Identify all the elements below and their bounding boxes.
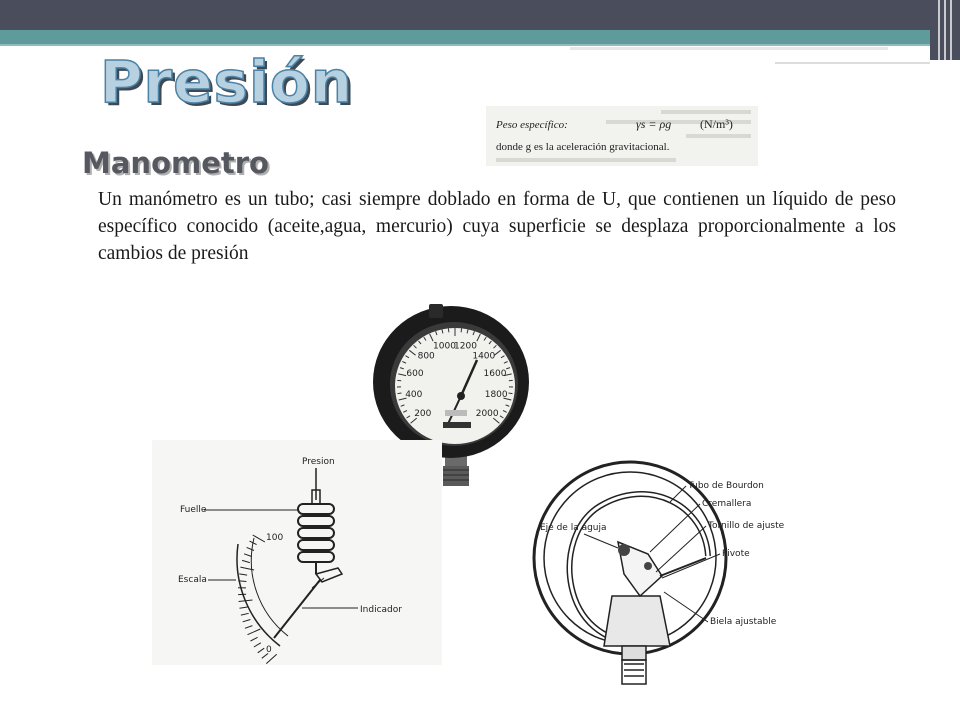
formula-image — [486, 106, 758, 166]
scale-tick — [266, 654, 276, 663]
gauge-tick — [398, 393, 402, 394]
gauge-tick — [448, 328, 449, 332]
header-band-line — [0, 44, 960, 46]
gauge-dial-number: 200 — [414, 409, 432, 419]
bellows-diagram — [152, 440, 442, 665]
scale-tick — [247, 547, 254, 550]
formula-equation: γs = ρg — [636, 117, 672, 131]
formula-note: donde g es la aceleración gravitacional. — [496, 141, 670, 153]
scale-tick — [254, 643, 261, 647]
header-accent-line — [570, 47, 888, 50]
gauge-dial-number: 1000 — [433, 341, 456, 352]
formula-label: Peso específico: — [496, 119, 568, 131]
slide-title: Presión — [100, 48, 353, 116]
scale-tick — [241, 613, 249, 615]
scale-tick — [243, 620, 251, 622]
label-scale-100: 100 — [266, 533, 284, 543]
label-eje-aguja: Eje de la aguja — [540, 523, 607, 533]
scale-tick — [253, 535, 265, 542]
gauge-dial-number: 2000 — [475, 409, 499, 419]
scale-tick — [251, 637, 258, 641]
header-corner-block — [930, 0, 960, 60]
scale-tick — [248, 629, 261, 635]
scale-tick — [245, 626, 253, 629]
label-tubo-bourdon: Tubo de Bourdon — [688, 481, 764, 491]
slide-subtitle: Manometro — [82, 146, 269, 180]
scale-tick — [244, 554, 252, 557]
gauge-dial-number: 1400 — [472, 351, 496, 362]
gauge-tick — [509, 393, 513, 394]
gauge-dial-number: 1600 — [483, 369, 507, 380]
formula-units: (N/m³) — [700, 117, 733, 131]
scale-tick — [242, 560, 250, 562]
gauge-dial-number: 1200 — [454, 341, 477, 352]
header-band-teal — [0, 30, 960, 44]
header-accent-line-2 — [775, 62, 930, 64]
gauge-dial-number: 1800 — [484, 390, 508, 401]
scale-tick — [258, 648, 265, 653]
label-presion: Presion — [302, 457, 335, 467]
gauge-dial-number: 600 — [406, 369, 424, 380]
label-pivote: Pivote — [722, 549, 750, 559]
bourdon-tube-diagram — [500, 446, 800, 686]
gauge-tick — [461, 328, 462, 332]
label-escala: Escala — [178, 575, 207, 585]
scale-tick — [239, 574, 247, 575]
body-paragraph: Un manómetro es un tubo; casi siempre doblado en forma de U, que contienen un líquido de peso específico conocido (aceite,agua, mercurio) cuya superficie se desplaza proporcionalmente a los cambios de presión — [98, 189, 896, 264]
scale-tick — [238, 581, 246, 582]
label-biela: Biela ajustable — [710, 617, 777, 627]
label-scale-0: 0 — [266, 645, 272, 655]
label-tornillo: Tornillo de ajuste — [708, 521, 785, 531]
gauge-dial-number: 800 — [417, 351, 435, 362]
scale-tick — [240, 607, 248, 608]
label-indicador: Indicador — [360, 605, 402, 615]
label-fuelle: Fuelle — [180, 505, 207, 515]
gauge-dial-number: 400 — [405, 390, 423, 401]
label-cremallera: Cremallera — [702, 499, 752, 509]
header-band-dark — [0, 0, 960, 30]
